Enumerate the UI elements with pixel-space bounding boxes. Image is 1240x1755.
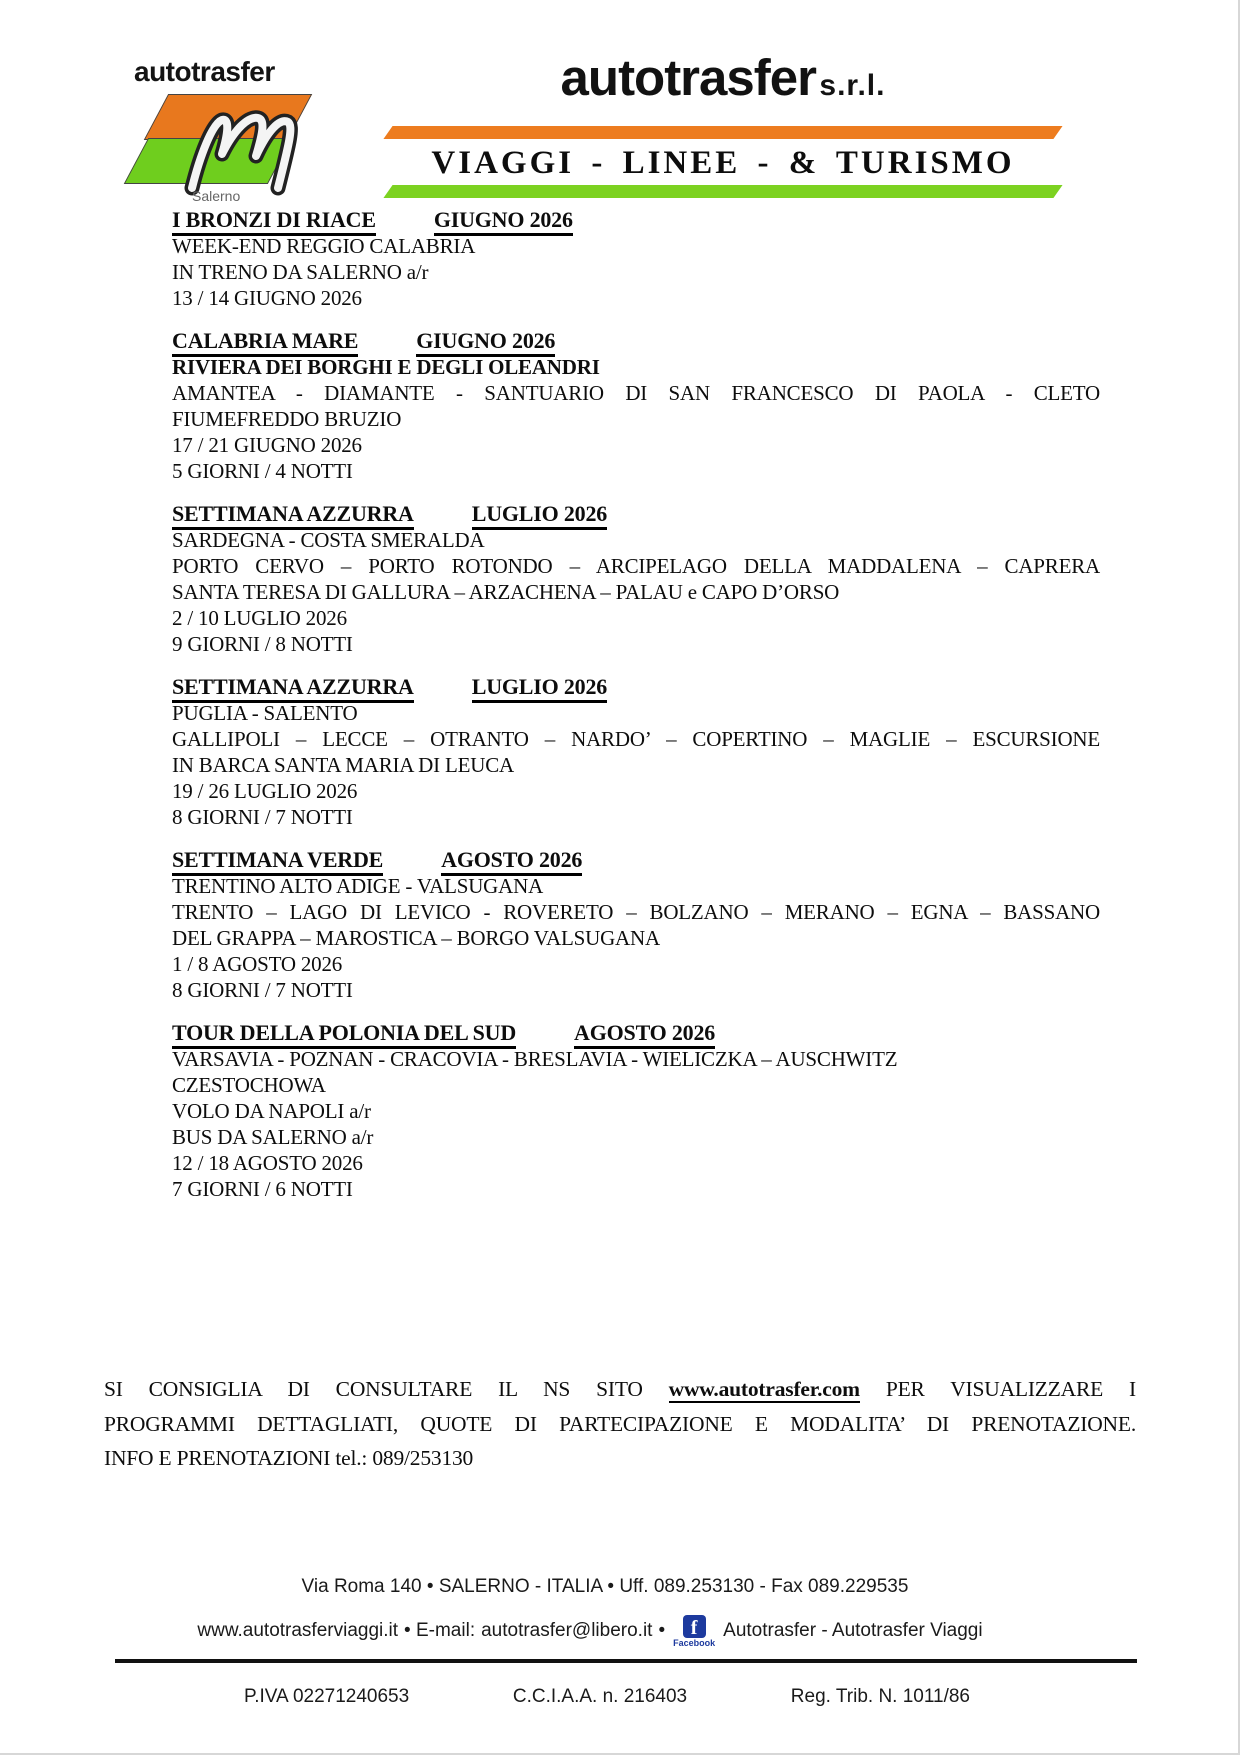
trip-period: LUGLIO 2026	[472, 674, 607, 703]
trip-period: AGOSTO 2026	[441, 847, 582, 876]
trip-detail-line: RIVIERA DEI BORGHI E DEGLI OLEANDRI	[172, 355, 600, 379]
trip-detail-line: VARSAVIA - POZNAN - CRACOVIA - BRESLAVIA - WIELICZKA – AUSCHWITZ	[172, 1047, 898, 1071]
trip-detail-line: 8 GIORNI / 7 NOTTI	[172, 805, 353, 829]
trip-detail-line: 17 / 21 GIUGNO 2026	[172, 433, 362, 457]
trip-detail-line: PUGLIA - SALENTO	[172, 701, 358, 725]
green-divider-bar	[383, 185, 1062, 198]
trip-period: AGOSTO 2026	[574, 1020, 715, 1049]
trip-detail-line: BUS DA SALERNO a/r	[172, 1125, 374, 1149]
trip-detail-line: SANTA TERESA DI GALLURA – ARZACHENA – PALAU e CAPO D’ORSO	[172, 580, 840, 604]
trip-details	[172, 527, 1100, 657]
note-line-1: SI CONSIGLIA DI CONSULTARE IL NS SITO www.autotrasfer.com PER VISUALIZZARE I	[104, 1377, 1136, 1401]
trip-details	[172, 233, 1100, 311]
trip-detail-line: 13 / 14 GIUGNO 2026	[172, 286, 362, 310]
trip-detail-line: IN BARCA SANTA MARIA DI LEUCA	[172, 753, 514, 777]
trip-detail-line: 12 / 18 AGOSTO 2026	[172, 1151, 363, 1175]
trip-section	[172, 846, 1100, 1003]
company-logo	[126, 56, 306, 206]
logo-city-text: Salerno	[192, 188, 241, 204]
trip-title: I BRONZI DI RIACE	[172, 207, 376, 236]
piva-number: P.IVA 02271240653	[244, 1686, 410, 1707]
footer-divider-line	[115, 1659, 1137, 1663]
facebook-page-names: Autotrasfer - Autotrasfer Viaggi	[723, 1620, 983, 1641]
cciaa-number: C.C.I.A.A. n. 216403	[512, 1686, 688, 1707]
trip-detail-line: VOLO DA NAPOLI a/r	[172, 1099, 371, 1123]
trip-detail-line: 5 GIORNI / 4 NOTTI	[172, 459, 353, 483]
trip-section	[172, 500, 1100, 657]
trip-period: GIUGNO 2026	[416, 328, 555, 357]
trip-detail-line: 1 / 8 AGOSTO 2026	[172, 952, 343, 976]
trip-section	[172, 327, 1100, 484]
trip-detail-line: 19 / 26 LUGLIO 2026	[172, 779, 358, 803]
trip-heading	[172, 846, 1100, 873]
trip-detail-line: 9 GIORNI / 8 NOTTI	[172, 632, 353, 656]
trip-section	[172, 206, 1100, 311]
trip-heading	[172, 327, 1100, 354]
website-link[interactable]: www.autotrasfer.com	[668, 1377, 860, 1401]
address-line: Via Roma 140 • SALERNO - ITALIA • Uff. 089.253130 - Fax 089.229535	[301, 1576, 909, 1597]
trip-detail-line: FIUMEFREDDO BRUZIO	[172, 407, 402, 431]
trip-heading	[172, 500, 1100, 527]
logo-brand-text: autotrasfer	[134, 56, 275, 87]
trip-details	[172, 1046, 1100, 1202]
company-suffix: s.r.l.	[819, 69, 886, 102]
note-line-3: INFO E PRENOTAZIONI tel.: 089/253130	[104, 1446, 474, 1470]
trip-detail-line: AMANTEA - DIAMANTE - SANTUARIO DI SAN FRANCESCO DI PAOLA - CLETO	[172, 381, 1100, 405]
note-line-2: PROGRAMMI DETTAGLIATI, QUOTE DI PARTECIPAZIONE E MODALITA’ DI PRENOTAZIONE.	[104, 1411, 1136, 1436]
company-name: autotrasfer s.r.l.	[560, 49, 886, 106]
facebook-icon[interactable]: f Facebook	[673, 1616, 716, 1648]
trip-detail-line: CZESTOCHOWA	[172, 1073, 326, 1097]
company-tagline: VIAGGI - LINEE - & TURISMO	[431, 145, 1015, 181]
legal-line	[244, 1686, 970, 1708]
trip-detail-line: 2 / 10 LUGLIO 2026	[172, 606, 347, 630]
trip-detail-line: SARDEGNA - COSTA SMERALDA	[172, 528, 485, 552]
web-contact-line: www.autotrasferviaggi.it • E-mail: autotrasfer@libero.it • f Facebook Autotrasfer - Autotrasfer Viaggi	[197, 1616, 983, 1648]
trip-detail-line: GALLIPOLI – LECCE – OTRANTO – NARDO’ – COPERTINO – MAGLIE – ESCURSIONE	[172, 727, 1100, 751]
trip-detail-line: DEL GRAPPA – MAROSTICA – BORGO VALSUGANA	[172, 926, 660, 950]
trip-details	[172, 873, 1100, 1003]
trip-detail-line: TRENTO – LAGO DI LEVICO - ROVERETO – BOLZANO – MERANO – EGNA – BASSANO	[172, 900, 1100, 924]
trip-detail-line: IN TRENO DA SALERNO a/r	[172, 260, 429, 284]
trip-details	[172, 354, 1100, 484]
trip-detail-line: TRENTINO ALTO ADIGE - VALSUGANA	[172, 874, 544, 898]
trip-section	[172, 1019, 1100, 1202]
trip-heading	[172, 673, 1100, 700]
trip-details	[172, 700, 1100, 830]
trip-title: CALABRIA MARE	[172, 328, 358, 357]
trip-period: GIUGNO 2026	[434, 207, 573, 236]
logo-m-icon	[178, 96, 298, 196]
trip-period: LUGLIO 2026	[472, 501, 607, 530]
trip-detail-line: WEEK-END REGGIO CALABRIA	[172, 234, 476, 258]
trip-heading	[172, 1019, 1100, 1046]
trip-detail-line: 7 GIORNI / 6 NOTTI	[172, 1177, 353, 1201]
trip-title: SETTIMANA VERDE	[172, 847, 383, 876]
reg-trib-number: Reg. Trib. N. 1011/86	[790, 1686, 970, 1707]
letterhead-right	[388, 49, 1058, 198]
trip-list	[172, 206, 1100, 1218]
trip-title: TOUR DELLA POLONIA DEL SUD	[172, 1020, 516, 1049]
orange-divider-bar	[383, 126, 1062, 139]
trip-heading	[172, 206, 1100, 233]
advisory-note	[104, 1372, 1136, 1476]
trip-section	[172, 673, 1100, 830]
website-url[interactable]: www.autotrasferviaggi.it	[197, 1620, 399, 1641]
email-address[interactable]: autotrasfer@libero.it	[481, 1620, 653, 1641]
trip-detail-line: PORTO CERVO – PORTO ROTONDO – ARCIPELAGO DELLA MADDALENA – CAPRERA	[172, 554, 1100, 578]
trip-detail-line: 8 GIORNI / 7 NOTTI	[172, 978, 353, 1002]
trip-title: SETTIMANA AZZURRA	[172, 674, 414, 703]
trip-title: SETTIMANA AZZURRA	[172, 501, 414, 530]
